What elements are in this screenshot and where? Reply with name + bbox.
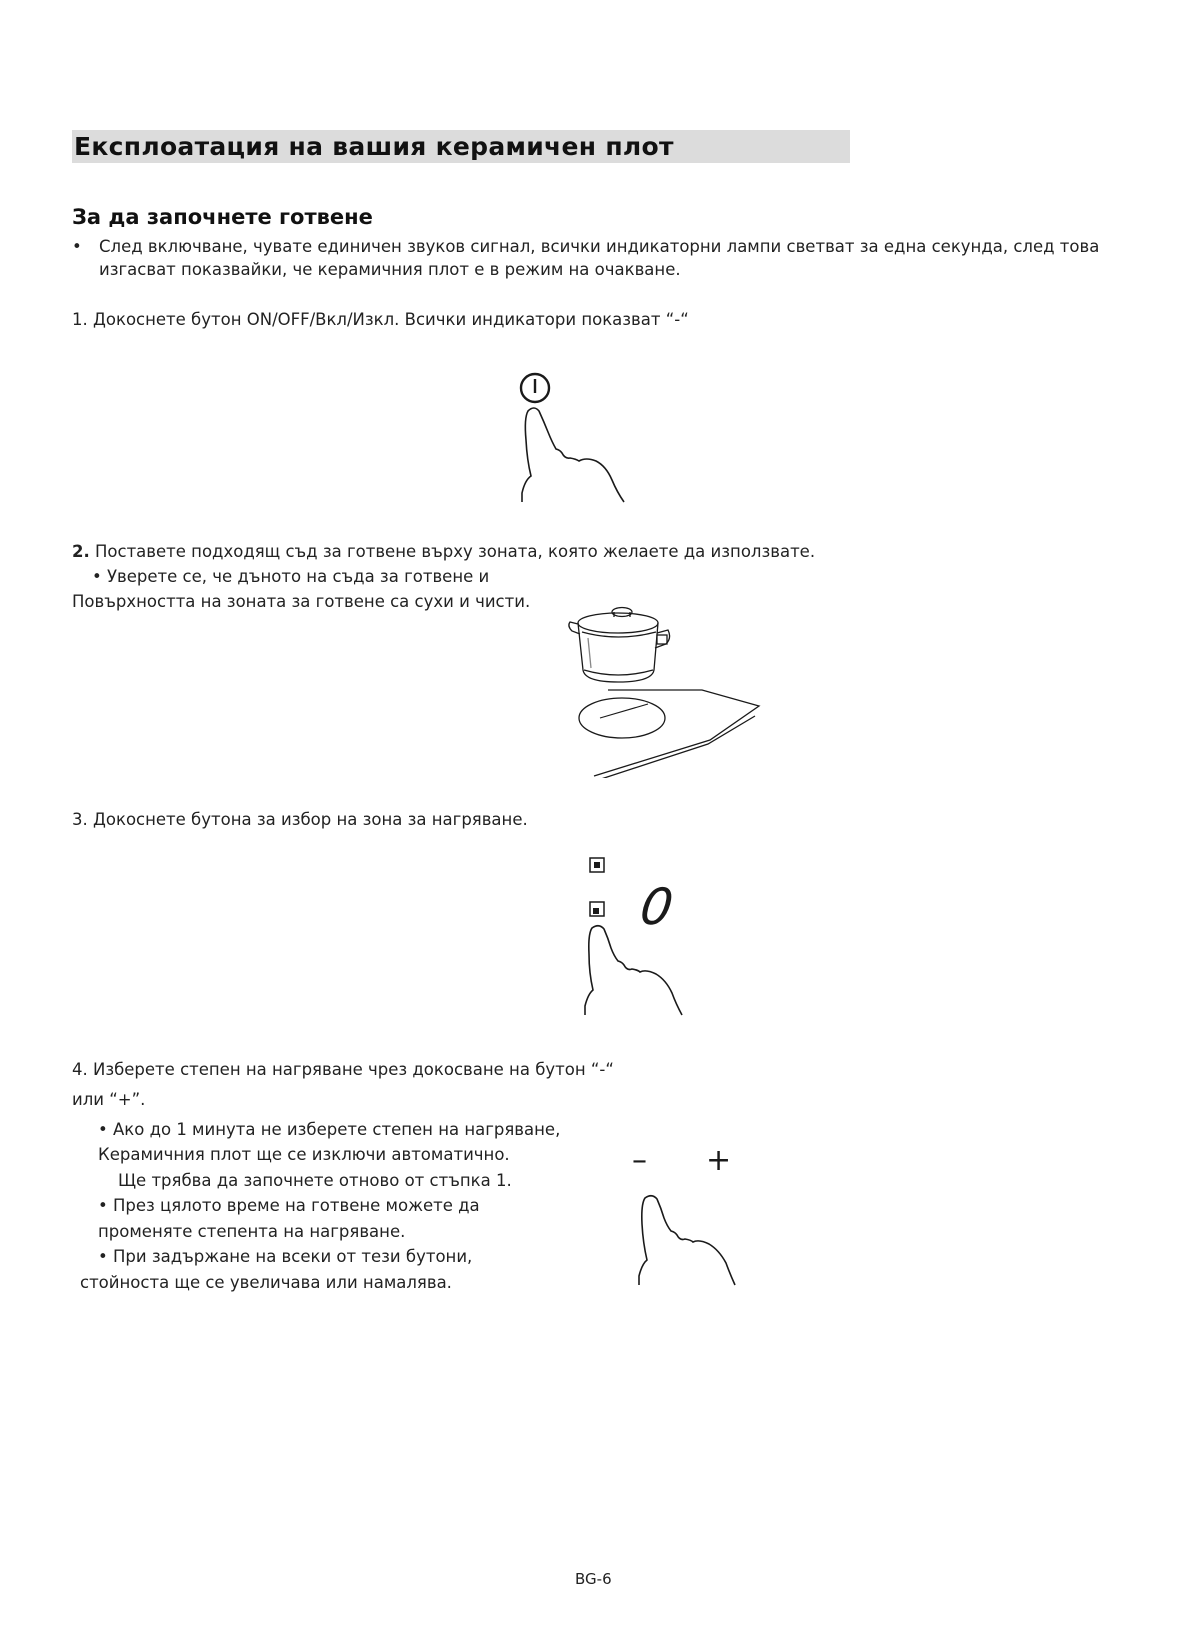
- intro-line-2: изгасват показвайки, че керамичния плот е в режим на очакване.: [99, 260, 681, 279]
- step-4-note-2: Керамичния плот ще се изключи автоматично.: [98, 1145, 510, 1164]
- step-4-note-4: • През цялото време на готвене можете да: [98, 1196, 480, 1215]
- intro-line-1: След включване, чувате единичен звуков сигнал, всички индикаторни лампи светват за една секунда, след това: [99, 237, 1100, 256]
- finger-hand-icon: [585, 926, 682, 1015]
- finger-hand-icon: [522, 408, 624, 502]
- step-4-note-7: стойноста ще се увеличава или намалява.: [80, 1273, 452, 1292]
- zone-button-front-icon: [590, 902, 604, 916]
- page-title: Експлоатация на вашия керамичен плот: [74, 132, 674, 161]
- step-2-text: Поставете подходящ съд за готвене върху зоната, която желаете да използвате.: [89, 542, 816, 561]
- step-1-text: 1. Докоснете бутон ON/OFF/Вкл/Изкл. Всички индикатори показват “-“: [72, 310, 689, 329]
- step-3-text: 3. Докоснете бутона за избор на зона за нагряване.: [72, 810, 528, 829]
- power-icon: [521, 374, 549, 402]
- zone-select-touch-illustration: [576, 856, 706, 1016]
- step-4-note-3: Ще трябва да започнете отново от стъпка 1.: [118, 1171, 512, 1190]
- step-4-line-1: 4. Изберете степен на нагряване чрез докосване на бутон “-“: [72, 1060, 614, 1079]
- power-button-touch-illustration: [500, 368, 640, 503]
- plus-minus-touch-illustration: [630, 1142, 770, 1287]
- section-heading: За да започнете готвене: [72, 205, 373, 229]
- minus-icon: –: [632, 1143, 647, 1178]
- pot-on-cooktop-illustration: [562, 598, 762, 778]
- finger-hand-icon: [639, 1196, 735, 1285]
- step-4-line-2: или “+”.: [72, 1090, 146, 1109]
- step-2-number: 2.: [72, 542, 90, 561]
- page-number: BG-6: [575, 1570, 612, 1588]
- intro-bullet: •: [72, 237, 82, 256]
- step-4-note-6: • При задържане на всеки от тези бутони,: [98, 1247, 473, 1266]
- step-2-note-2: Повърхността на зоната за готвене са сухи и чисти.: [72, 592, 531, 611]
- step-2-note-1: • Уверете се, че дъното на съда за готвене и: [92, 567, 490, 586]
- plus-icon: +: [706, 1143, 732, 1178]
- step-4-note-1: • Ако до 1 минута не изберете степен на нагряване,: [98, 1120, 561, 1139]
- step-4-note-5: променяте степента на нагряване.: [98, 1222, 406, 1241]
- step-2-line: [72, 542, 815, 561]
- zone-button-rear-icon: [590, 858, 604, 872]
- heat-level-display: 0: [636, 877, 677, 936]
